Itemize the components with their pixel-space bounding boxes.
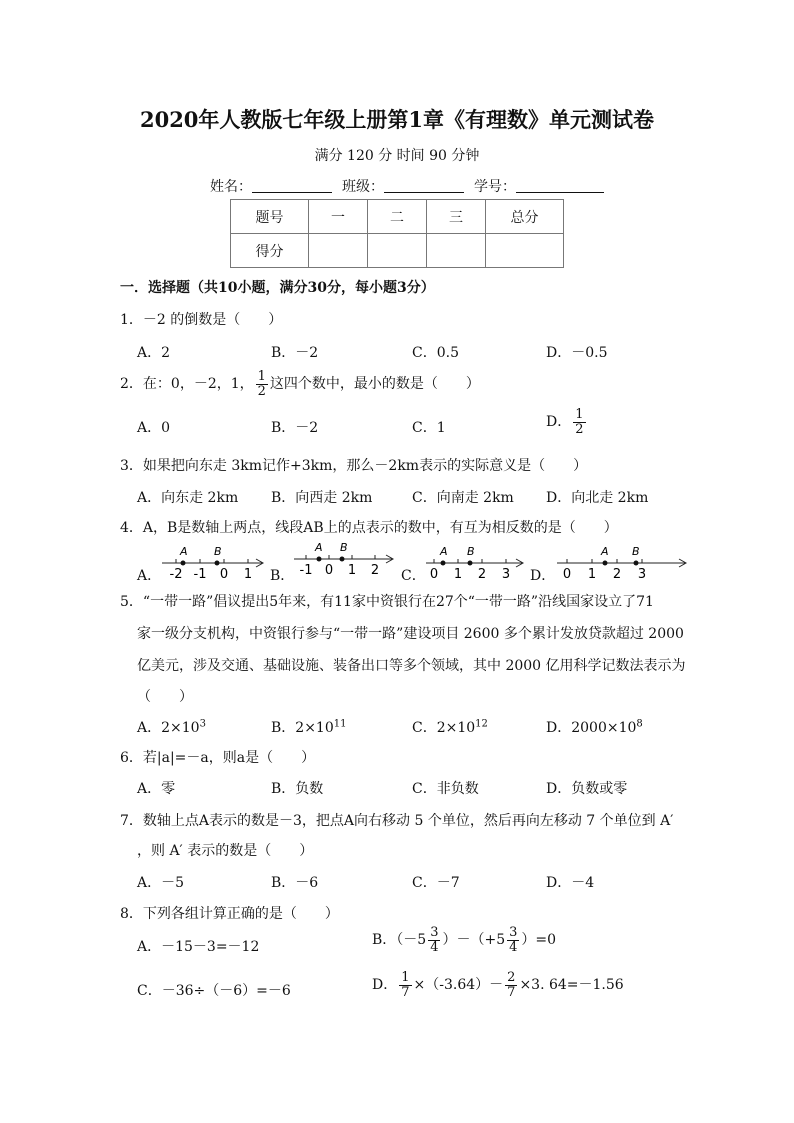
option-b-label: B． — [270, 568, 295, 584]
point-a-label: A — [315, 541, 323, 554]
point-a — [181, 561, 186, 566]
option-a-label: A． — [137, 568, 162, 584]
table-cell: 得分 — [231, 234, 309, 268]
option-c: C．1 — [412, 420, 446, 436]
point-b — [340, 557, 345, 562]
option-c: C．－7 — [412, 875, 460, 891]
stem-text: 这四个数中，最小的数是（ ） — [269, 376, 480, 393]
name-label: 姓名： — [210, 179, 252, 195]
question-7-line: 7．数轴上点A表示的数是－3，把点A向右移动 5 个单位，然后再向左移动 7 个单位到 A′ — [120, 813, 674, 829]
option-d-label: D． — [530, 568, 556, 584]
option-a: A．向东走 2km — [137, 490, 239, 506]
point-b-label: B — [340, 541, 348, 554]
question-5-line: 家一级分支机构，中资银行参与“一带一路”建设项目 2600 多个累计发放贷款超过 2000 — [137, 626, 684, 642]
class-blank[interactable] — [384, 178, 464, 193]
question-6: 6．若|a|=－a，则a是（ ） — [120, 750, 316, 766]
question-3: 3．如果把向东走 3km记作+3km，那么－2km表示的实际意义是（ ） — [120, 458, 588, 474]
option-b: B．－6 — [271, 875, 319, 891]
option-b: B．负数 — [271, 781, 324, 797]
question-2 — [120, 370, 480, 398]
point-a-label: A — [601, 545, 609, 558]
tick-label: -1 — [193, 567, 207, 582]
tick-label: 1 — [453, 567, 463, 582]
tick-label: 0 — [219, 567, 229, 582]
question-7-line: ，则 A′ 表示的数是（ ） — [137, 843, 314, 859]
option-d: D．向北走 2km — [546, 490, 649, 506]
tick-label: -1 — [299, 563, 313, 578]
option-d: D．负数或零 — [546, 781, 628, 797]
tick-label: 0 — [324, 563, 334, 578]
number-line-c — [422, 540, 528, 582]
tick-label: 3 — [637, 567, 647, 582]
number-line-b — [290, 536, 398, 578]
point-b — [215, 561, 220, 566]
question-5-line: 亿美元，涉及交通、基础设施、装备出口等多个领域，其中 2000 亿用科学记数法表示为 — [137, 658, 686, 674]
page-title: 2020年人教版七年级上册第1章《有理数》单元测试卷 — [139, 107, 655, 132]
option-d: D．－4 — [546, 875, 595, 891]
table-row — [231, 234, 564, 268]
table-cell: 二 — [368, 200, 427, 234]
option-c: C．－36÷（－6）=－6 — [137, 983, 291, 999]
question-4: 4．A，B是数轴上两点，线段AB上的点表示的数中，有互为相反数的是（ ） — [120, 520, 618, 536]
score-cell[interactable] — [427, 234, 486, 268]
option-a: A．0 — [137, 420, 171, 436]
point-b — [634, 561, 639, 566]
table-cell: 一 — [309, 200, 368, 234]
point-a — [317, 557, 322, 562]
number-line-a — [158, 540, 268, 582]
option-c-label: C． — [401, 568, 426, 584]
question-8: 8．下列各组计算正确的是（ ） — [120, 906, 339, 922]
tick-label: 1 — [243, 567, 253, 582]
number-line-d — [555, 540, 691, 582]
option-a: A．－5 — [137, 875, 185, 891]
table-cell: 题号 — [231, 200, 309, 234]
option-d: D． $\frac{1}{2}$ — [546, 407, 584, 437]
tick-label: 0 — [562, 567, 572, 582]
score-cell[interactable] — [486, 234, 564, 268]
option-a: A．零 — [137, 781, 176, 797]
tick-label: 2 — [477, 567, 487, 582]
point-b-label: B — [214, 545, 222, 558]
option-c: C．0.5 — [412, 345, 459, 361]
id-label: 学号： — [474, 179, 516, 195]
id-blank[interactable] — [516, 178, 604, 193]
name-blank[interactable] — [252, 178, 332, 193]
fraction: $\frac{2}{7}$ — [507, 970, 516, 1000]
point-b-label: B — [467, 545, 475, 558]
fraction: $\frac{3}{4}$ — [509, 925, 518, 955]
section-heading: 一．选择题（共10小题，满分30分，每小题3分） — [120, 280, 435, 296]
student-info — [210, 176, 614, 196]
tick-label: 2 — [370, 563, 380, 578]
tick-label: -2 — [169, 567, 183, 582]
point-a-label: A — [440, 545, 448, 558]
tick-label: 1 — [587, 567, 597, 582]
point-b-label: B — [632, 545, 640, 558]
point-a — [603, 561, 608, 566]
exam-subtitle: 满分 120 分 时间 90 分钟 — [314, 148, 480, 164]
question-5-line: （ ） — [137, 689, 193, 705]
option-a: A．2 — [137, 345, 171, 361]
tick-label: 0 — [429, 567, 439, 582]
fraction: $\frac{1}{2}$ — [257, 369, 266, 399]
table-cell: 总分 — [486, 200, 564, 234]
option-b: B．－2 — [271, 345, 319, 361]
class-label: 班级： — [342, 179, 384, 195]
option-b: B．向西走 2km — [271, 490, 373, 506]
question-5-line: 5．“一带一路”倡议提出5年来，有11家中资银行在27个“一带一路”沿线国家设立了71 — [120, 594, 654, 610]
tick-label: 2 — [612, 567, 622, 582]
option-d: D．$2000\times 10^8$ — [546, 718, 643, 736]
fraction: $\frac{1}{2}$ — [575, 407, 584, 437]
option-d: D．－0.5 — [546, 345, 608, 361]
option-a: A．－15－3=－12 — [137, 939, 260, 955]
score-table — [230, 199, 564, 268]
option-a: A．$2\times 10^3$ — [137, 718, 206, 736]
option-b: B．（－5 $\frac{3}{4}$ ）－（+5 $\frac{3}{4}$ ）=0 — [372, 925, 557, 955]
option-d: D． $\frac{1}{7}$ ×（-3.64）－ $\frac{2}{7}$ ×3. 64=－1.56 — [372, 970, 624, 1000]
point-a-label: A — [180, 545, 188, 558]
question-1: 1．－2 的倒数是（ ） — [120, 312, 283, 328]
table-row — [231, 200, 564, 234]
point-b — [468, 561, 473, 566]
stem-text: 2．在：0，－2，1， — [120, 376, 254, 393]
tick-label: 1 — [347, 563, 357, 578]
option-b: B．－2 — [271, 420, 319, 436]
tick-label: 3 — [501, 567, 511, 582]
score-cell[interactable] — [309, 234, 368, 268]
table-cell: 三 — [427, 200, 486, 234]
fraction: $\frac{3}{4}$ — [430, 925, 439, 955]
fraction: $\frac{1}{7}$ — [401, 970, 410, 1000]
score-cell[interactable] — [368, 234, 427, 268]
option-c: C．$2\times 10^{12}$ — [412, 718, 488, 736]
option-c: C．向南走 2km — [412, 490, 514, 506]
option-b: B．$2\times 10^{11}$ — [271, 718, 347, 736]
point-a — [441, 561, 446, 566]
option-c: C．非负数 — [412, 781, 479, 797]
